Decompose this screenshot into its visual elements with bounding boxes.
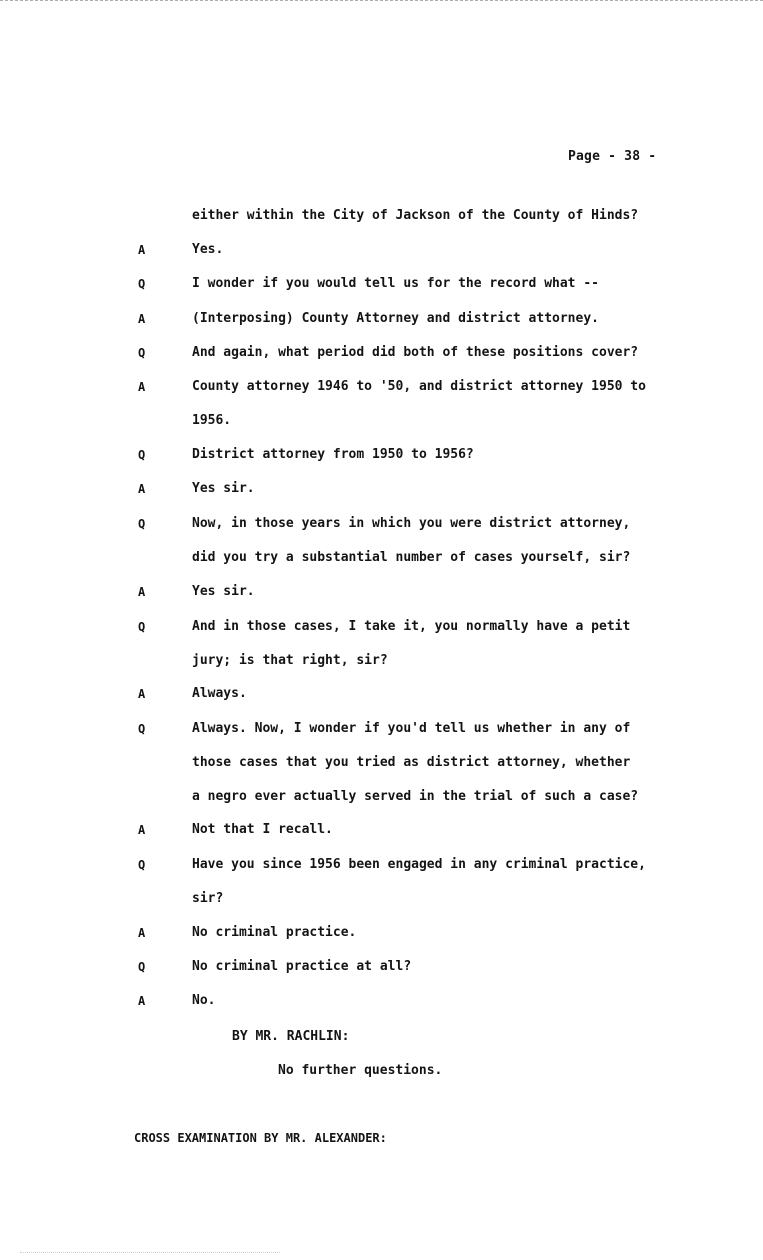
line-text: (Interposing) County Attorney and district attorney. <box>192 311 599 326</box>
speaker-label: A <box>138 823 146 837</box>
examiner-text: BY MR. RACHLIN: <box>232 1029 350 1044</box>
line-text: jury; is that right, sir? <box>192 653 388 668</box>
line-text: Yes sir. <box>192 481 255 496</box>
closing-text: No further questions. <box>278 1063 443 1078</box>
line-text: And again, what period did both of these positions cover? <box>192 345 639 360</box>
line-text: No criminal practice at all? <box>192 959 412 974</box>
speaker-label: Q <box>138 620 146 634</box>
scan-bottom-edge <box>20 1252 280 1255</box>
speaker-label: Q <box>138 858 146 872</box>
line-text: Always. <box>192 686 247 701</box>
line-text: either within the City of Jackson of the County of Hinds? <box>192 208 639 223</box>
speaker-label: Q <box>138 277 146 291</box>
line-text: those cases that you tried as district attorney, whether <box>192 755 631 770</box>
speaker-label: Q <box>138 960 146 974</box>
speaker-label: A <box>138 243 146 257</box>
speaker-label: Q <box>138 346 146 360</box>
page-number: Page - 38 - <box>568 149 657 164</box>
speaker-label: A <box>138 687 146 701</box>
line-text: Now, in those years in which you were district attorney, <box>192 516 631 531</box>
line-text: And in those cases, I take it, you normally have a petit <box>192 619 631 634</box>
line-text: 1956. <box>192 413 232 428</box>
speaker-label: Q <box>138 722 146 736</box>
line-text: District attorney from 1950 to 1956? <box>192 447 474 462</box>
line-text: I wonder if you would tell us for the record what -- <box>192 276 599 291</box>
line-text: did you try a substantial number of cases yourself, sir? <box>192 550 631 565</box>
speaker-label: A <box>138 380 146 394</box>
line-text: Yes sir. <box>192 584 255 599</box>
line-text: No criminal practice. <box>192 925 357 940</box>
line-text: Have you since 1956 been engaged in any criminal practice, <box>192 857 646 872</box>
line-text: County attorney 1946 to '50, and district attorney 1950 to <box>192 379 646 394</box>
speaker-label: Q <box>138 517 146 531</box>
line-text: No. <box>192 993 216 1008</box>
line-text: sir? <box>192 891 224 906</box>
section-heading: CROSS EXAMINATION BY MR. ALEXANDER: <box>134 1131 387 1145</box>
speaker-label: A <box>138 482 146 496</box>
line-text: Not that I recall. <box>192 822 333 837</box>
line-text: a negro ever actually served in the trial of such a case? <box>192 789 639 804</box>
speaker-label: A <box>138 312 146 326</box>
speaker-label: A <box>138 994 146 1008</box>
line-text: Yes. <box>192 242 224 257</box>
speaker-label: A <box>138 585 146 599</box>
speaker-label: A <box>138 926 146 940</box>
speaker-label: Q <box>138 448 146 462</box>
line-text: Always. Now, I wonder if you'd tell us whether in any of <box>192 721 631 736</box>
